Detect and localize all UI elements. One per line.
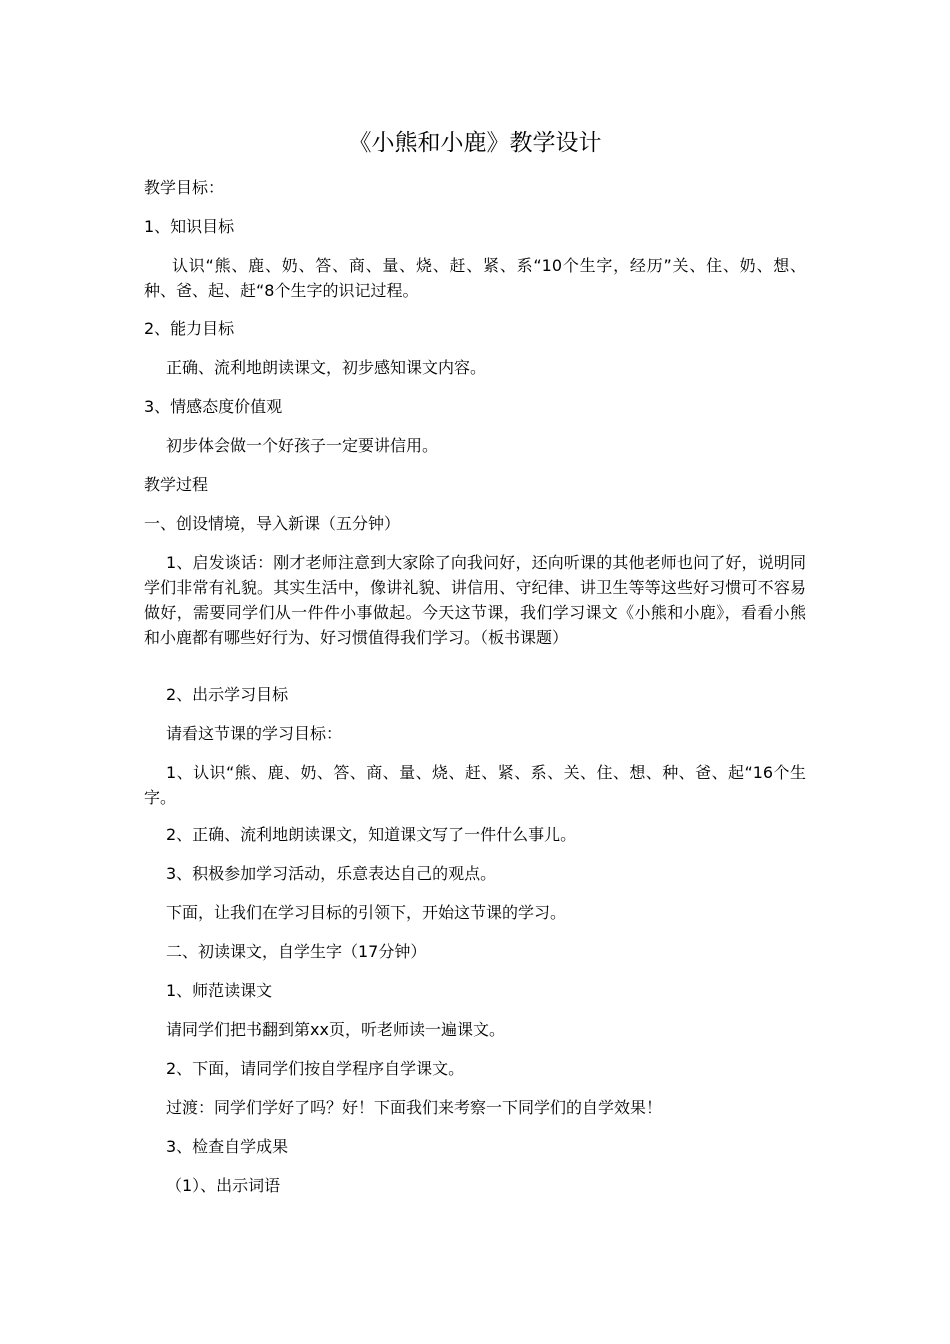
- goal-heading-emotion: 3、情感态度价值观: [144, 397, 283, 416]
- section-heading-goals: 教学目标：: [144, 178, 225, 197]
- learning-goal-2: 2、正确、流利地朗读课文，知道课文写了一件什么事儿。: [166, 825, 577, 844]
- goal-knowledge-text: 认识“熊、鹿、奶、答、商、量、烧、赶、紧、系“10个生字，经历”关、住、奶、想、种、爸、起、赶“8个生字的识记过程。: [144, 256, 806, 300]
- step-two-item-1-text: 请同学们把书翻到第xx页，听老师读一遍课文。: [166, 1020, 505, 1039]
- step-show-goals-heading: 2、出示学习目标: [166, 685, 289, 704]
- step-one-talk-text: 1、启发谈话：刚才老师注意到大家除了向我问好，还向听课的其他老师也问了好，说明同学们非常有礼貌。其实生活中，像讲礼貌、讲信用、守纪律、讲卫生等等这些好习惯可不容易做好，需要同学们从一件件小事做起。今天这节课，我们学习课文《小熊和小鹿》，看看小熊和小鹿都有哪些好行为、好习惯值得我们学习。（板书课题）: [144, 553, 806, 647]
- step-heading-one: 一、创设情境，导入新课（五分钟）: [144, 514, 401, 533]
- page-title: 《小熊和小鹿》教学设计: [348, 130, 602, 156]
- transition-text-2: 过渡：同学们学好了吗？好！下面我们来考察一下同学们的自学效果！: [166, 1098, 663, 1117]
- learning-goal-3: 3、积极参加学习活动，乐意表达自己的观点。: [166, 864, 497, 883]
- goal-emotion-text: 初步体会做一个好孩子一定要讲信用。: [166, 436, 439, 455]
- step-two-item-2: 2、下面，请同学们按自学程序自学课文。: [166, 1059, 465, 1078]
- goal-heading-ability: 2、能力目标: [144, 319, 235, 338]
- step-two-item-3: 3、检查自学成果: [166, 1137, 289, 1156]
- goal-ability-text: 正确、流利地朗读课文，初步感知课文内容。: [166, 358, 487, 377]
- learning-goal-1: 1、认识“熊、鹿、奶、答、商、量、烧、赶、紧、系、关、住、想、种、爸、起“16个生字。: [144, 763, 806, 807]
- section-heading-process: 教学过程: [144, 475, 209, 494]
- step-heading-two: 二、初读课文，自学生字（17分钟）: [166, 942, 427, 961]
- step-show-goals-intro: 请看这节课的学习目标：: [166, 724, 343, 743]
- transition-text: 下面，让我们在学习目标的引领下，开始这节课的学习。: [166, 903, 567, 922]
- step-two-item-3-sub-1: （1）、出示词语: [166, 1176, 281, 1195]
- step-two-item-1: 1、师范读课文: [166, 981, 273, 1000]
- goal-heading-knowledge: 1、知识目标: [144, 217, 235, 236]
